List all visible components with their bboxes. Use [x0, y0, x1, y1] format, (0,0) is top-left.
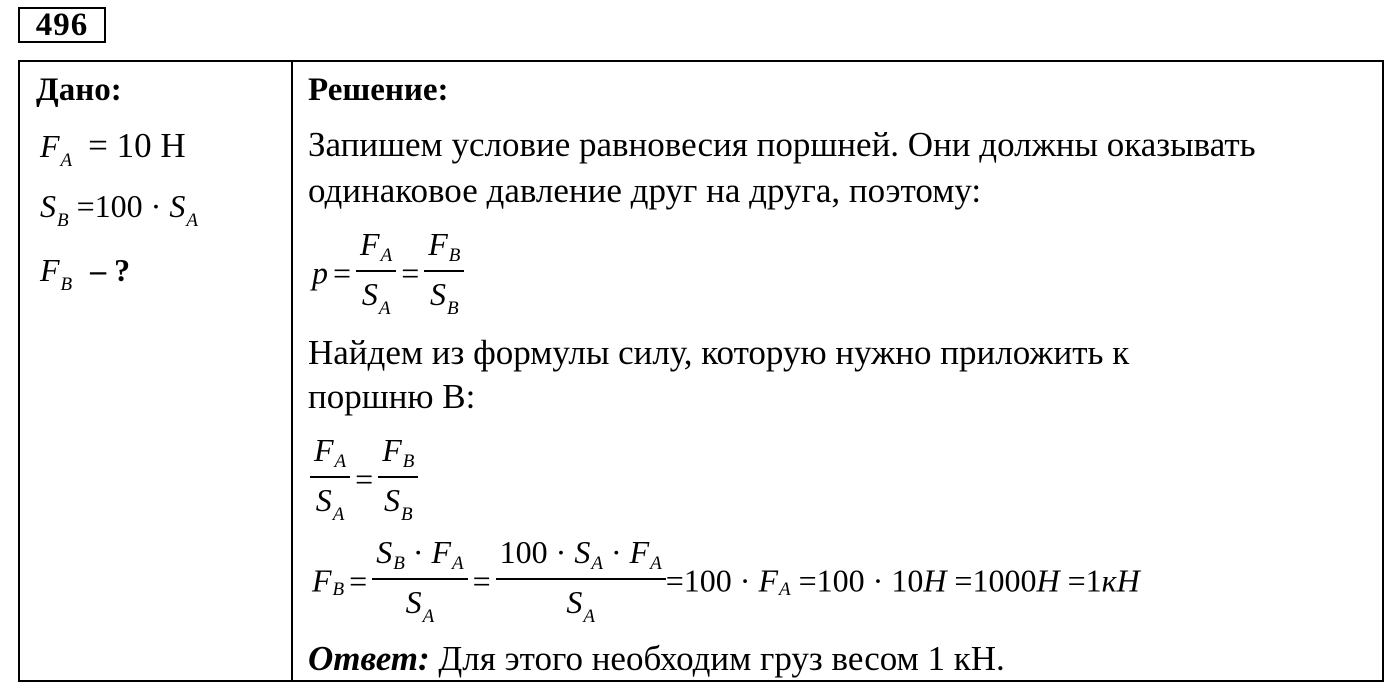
given-fa: $F_A = 10$ Н	[40, 126, 186, 171]
column-divider	[291, 62, 293, 680]
paragraph-1-line-1: Запишем условие равновесия поршней. Они должны оказывать	[308, 125, 1256, 164]
given-fb: $F_B$ – ?	[40, 252, 131, 295]
paragraph-1-line-2: одинаковое давление друг на друга, поэтому:	[308, 171, 982, 210]
given-sb: $S_B =100 \cdot S_A$	[40, 188, 198, 231]
formula-pressure: p = $\frac{FA}{S_A}$ = $\frac{FB}{S_B}$	[312, 224, 464, 322]
paragraph-2-line-2: поршню В:	[308, 377, 476, 416]
solution-header: Решение:	[308, 72, 449, 108]
formula-result: $F_B$ = $\frac{SB \cdot FA}{S_A}$ = $\frac{100 \cdot SA \cdot FA}{S_A}$ $=100 \cdot F_A =100 \cdot 10H =1000H =1кH$	[312, 534, 1140, 627]
formula-ratio: $\frac{FA}{S_A}$ = $\frac{FB}{S_B}$	[310, 430, 418, 528]
given-header: Дано:	[36, 72, 122, 108]
answer-label: Ответ:	[308, 639, 430, 678]
problem-number: 496	[18, 7, 106, 43]
paragraph-2-line-1: Найдем из формулы силу, которую нужно приложить к	[308, 333, 1130, 372]
answer-text: Для этого необходим груз весом 1 кН.	[429, 639, 1005, 678]
answer-line	[308, 636, 1005, 682]
solution-table	[18, 60, 1384, 682]
